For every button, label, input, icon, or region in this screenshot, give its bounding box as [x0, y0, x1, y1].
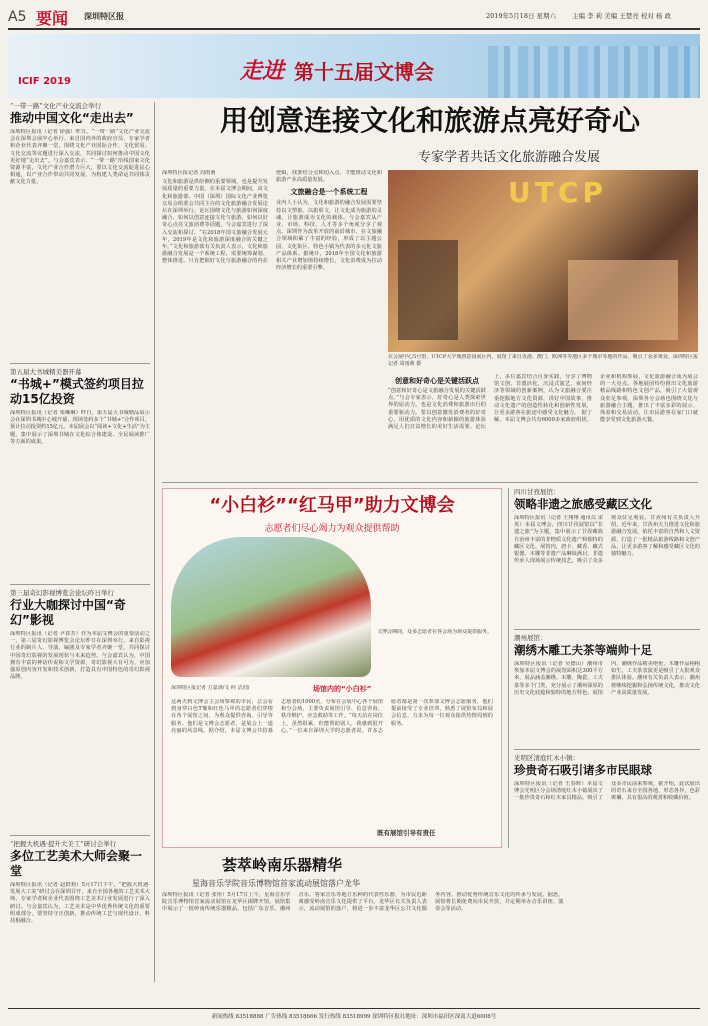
banner-title: 第十五届文博会 — [294, 60, 434, 84]
article-chaozhou — [514, 634, 700, 745]
icif-logo: ICIF 2019 — [18, 76, 71, 87]
article-body: 深圳特区报讯（记者 徐强）昨日，“一带一路”文化产业交流会在深圳会展中心举行。来自国内外的政府官员、专家学者和企业代表齐聚一堂，围绕文化产业国际合作、文化贸易、文化交流等议题进行深入交流，共同探讨如何推动中国文化更好地“走出去”。与会嘉宾表示，“一带一路”沿线国家文化资源丰富，文化产业合作潜力巨大，要以文化交流促进民心相通，以产业合作带动共同发展，为构建人类命运共同体贡献文化力量。 — [10, 129, 150, 186]
headline: 行业大咖探讨中国“奇幻”影视 — [10, 598, 126, 627]
article-body: 深圳特区报讯（记者 尹春芳）作为本届文博会的重要活动之一，第三届奇幻影视博览会论坛昨日在深圳举行。来自影视行业的制片人、导演、编剧及专家学者齐聚一堂，共同探讨中国奇幻影视的发展现状与未来趋势。与会嘉宾认为，中国拥有丰富的神话传说和文学资源，奇幻影视大有可为，应加强原创内容开发和技术创新，打造具有中国特色的奇幻影视品牌。 — [10, 631, 150, 681]
issue-date: 2019年5月18日 星期六 — [486, 12, 557, 20]
volunteer-feature — [162, 488, 502, 848]
article-body: 深圳特区报讯（记者 赵群莉）5月17日下午，“把握大机遇·发展大工美”研讨会在深圳召开，来自全国各地的工艺美术大师、专家学者和企业代表围绕工艺美术行业发展进行了深入研讨。与会嘉宾认为，工艺美术是中华优秀传统文化的重要组成部分，要坚持守正创新，推动传统工艺与现代设计、科技相融合。 — [10, 882, 150, 925]
lead-bottom-rule — [162, 482, 698, 483]
feature-body: 这两天到文博会主会场参观的市民，总会看到身穿白色T恤和红色马甲的志愿者们穿梭在各个展馆之间，为观众提供咨询、引导等服务。他们是文博会志愿者，是展会上一道亮丽的风景线。据介绍，本届文博会共招募志愿者约1000名，分布在会展中心各个展馆和分会场，主要负责展馆引导、信息咨询、秩序维护、应急救助等工作。“每天站在岗位上，虽然很累，但能帮助别人，我感到很开心。”一位来自深圳大学的志愿者说。许多志愿者都是第一次参加文博会志愿服务，他们提前接受了专业培训，熟悉了展馆布局和展会信息，力求为每一位观众提供热情周到的服务。 — [171, 699, 493, 734]
volunteer-photo-caption: 文博会期间，众多志愿者在各会场为观众提供服务。 — [377, 629, 493, 635]
divider — [514, 749, 700, 750]
article-belt-road — [10, 102, 150, 359]
kicker: 四川甘孜展馆： — [514, 488, 560, 496]
feature-subhead: 志愿者们尽心竭力为观众提供帮助 — [264, 524, 400, 534]
masthead — [0, 0, 708, 36]
column-rule — [508, 488, 509, 848]
divider — [514, 629, 700, 630]
divider — [10, 363, 150, 364]
article-craft-masters — [10, 840, 150, 982]
city-skyline — [488, 46, 700, 98]
lead-body-part4: 据了解，本届文博会共有6000多家政府组团、企业和机构参展，文化旅游融合成为展会的一大亮点。各地展团纷纷推出文化旅游精品线路和特色文创产品，吸引了大量观众驻足参观。深圳各分会场也围绕文化与旅游融合主题，推出了丰富多彩的展示、体验和交易活动，让市民游客在家门口就能享受到文化旅游大餐。 — [494, 374, 698, 424]
bottom-body: 深圳特区报讯（记者 张彤）5月17日上午，星海音乐学院音乐博物馆首家流动展馆在龙华区揭牌开馆。展馆集中展示了一批岭南传统乐器精品，包括广东音乐、潮州音乐、客家音乐等地方乐种的代表性乐器，为市民近距离感受岭南音乐文化提供了平台。龙华区有关负责人表示，流动展馆的落户，将进一步丰富龙华区公共文化服务内容，推动优秀传统音乐文化的传承与发展。据悉，展馆将长期免费向市民开放，并定期举办音乐讲座、演奏会等活动。 — [162, 892, 564, 913]
lead-body-left — [162, 170, 382, 476]
lead-body-lower — [388, 374, 698, 476]
headline: “书城+”模式签约项目拉动15亿投资 — [10, 377, 144, 406]
lead-subtitle-1: 文旅融合是一个系统工程 — [290, 188, 368, 197]
lead-byline: 深圳特区报记者 周雨萌 — [162, 170, 216, 176]
banner-prefix: 走进 — [240, 58, 285, 84]
headline: 潮绣木雕工夫茶等端帅十足 — [514, 643, 652, 657]
headline: 多位工艺美术大师会聚一堂 — [10, 849, 143, 878]
feature-subtitle-2: 既有展馆引导有责任 — [377, 829, 436, 837]
bottom-headline: 荟萃岭南乐器精华 — [222, 856, 343, 874]
lead-body-part2: 业内人士认为，文化和旅游的融合发展需要坚持以文塑旅、以旅彰文，让文化成为旅游的灵魂，让旅游成为文化的载体。与会嘉宾从产业、市场、科技、人才等多个角度分享了观点。深圳作为改革开放的前沿城市，在文旅融合领域积累了丰富的经验，形成了以主题公园、文化街区、特色小镇为代表的多元化文旅产品体系。据统计，2018年全国文化和旅游相关产业增加值持续增长，文化消费成为拉动经济增长的重要引擎。 — [276, 200, 382, 272]
right-column — [514, 488, 700, 848]
masthead-rule — [8, 28, 700, 30]
kicker: 潮州展馆： — [514, 634, 547, 642]
lead-body-part1: 文化和旅游是供给侧的重要领域，也是提升发展质量的重要力量。在本届文博会期间，由文化和旅游部、中国（深圳）国际文化产业博览交易会组委会共同主办的文化旅游融合发展论坛在深圳举行。论坛围绕文化与旅游如何深度融合，如何以创意连接文化与旅游，如何以好奇心点亮文旅消费等话题，与会嘉宾进行了深入交流和探讨。“在2018年国文旅融合发展元年，2019年是文化和旅游深度融合的关键之年。”文化和旅游部有关负责人表示，文化和旅游融合发展是一个系统工程，需要统筹谋划、整体推进。只有把握好文化与旅游融合的内在逻辑，找准结合点和切入点，才能推动文化和旅游产业高质量发展。 — [162, 170, 382, 265]
article-body: 深圳特区报讯（记者 王春晖）本届文博会光明区分会场清庭红木小镇展出了一批珍贵奇石和红木家具精品，吸引了众多市民前来参观。据介绍，此次展出的奇石来自全国各地，形态各异，色彩斑斓，具有很高的观赏和收藏价值。 — [514, 781, 700, 802]
kicker: “把握大机遇·提升大美工”研讨会举行 — [10, 840, 117, 848]
lead-body-part3: “创意和好奇心是文旅融合发展的关键活跃点。”与会专家表示，好奇心是人类探索世界的原动力，也是文化消费和旅游出行的重要驱动力。要以创意激发消费者的好奇心，用优质的文化内容和新颖的旅游体验满足人们日益增长的美好生活需要。论坛上，多位嘉宾结合自身实践，分享了博物馆文创、非遗活化、沉浸式演艺、夜间经济等领域的创新案例，认为文旅融合要注重挖掘地方文化资源，讲好中国故事，推动文化遗产的创造性转化和创新性发展，让更多游客在旅途中感受文化魅力。 — [388, 374, 592, 431]
expo-banner — [8, 34, 700, 98]
lead-photo-caption: 在会展中心5号馆，UTCP大学城创意园展区内，展馆了来自香港、澳门、欧洲等等地区多个城市等地的作品，吸引了众多观众。深圳特区报记者 周雨萌 摄 — [388, 354, 698, 367]
article-book-city — [10, 368, 150, 580]
column-rule — [154, 102, 155, 982]
feature-headline: “小白衫”“红马甲”助力文博会 — [209, 495, 455, 516]
kicker: 光明区清庭红木小镇： — [514, 754, 579, 762]
divider — [10, 835, 150, 836]
lead-subtitle-2: 创意和好奇心是关键活跃点 — [395, 377, 479, 385]
footer-rule — [8, 1008, 700, 1009]
kicker: “一带一路”文化产业交流会举行 — [10, 102, 102, 110]
divider — [10, 584, 150, 585]
headline: 珍贵奇石吸引诸多市民眼球 — [514, 763, 652, 777]
page-number: A5 — [8, 9, 27, 25]
feature-byline: 深圳特区报记者 方嘉浏/文 何 洁/图 — [171, 685, 250, 691]
article-body: 深圳特区报讯（记者 吴德山）潮州市参加本届文博会的展馆面积达300平方米，展品涵盖潮绣、木雕、陶瓷、工夫茶等多个门类，充分展示了潮州深厚的历史文化底蕴和独特的地方特色。展馆内，潮绣作品精美绝伦，木雕作品栩栩如生，工夫茶表演更是吸引了大批观众排队体验。潮州有关负责人表示，潮州将继续挖掘和弘扬传统文化，推动文化产业高质量发展。 — [514, 661, 700, 696]
kicker: 第五届大书城精美器开幕 — [10, 368, 82, 376]
article-body: 深圳特区报讯（记者 梁琳琳）昨日，第五届大书城精品展示会在深圳书城中心城开幕，现场签约多个“书城+”合作项目，预计拉动投资约15亿元。本届展会以“阅读+文化+生活”为主题，集中展示了深圳书城在文化综合体建设、全民阅读推广等方面的成果。 — [10, 410, 150, 445]
article-fantasy-film — [10, 589, 150, 831]
article-guangming — [514, 754, 700, 841]
editors-line: 主编 李 莉 美编 王楚亮 校对 杨 政 — [572, 12, 671, 20]
feature-subtitle-1: 场馆内的“小白衫” — [313, 685, 372, 693]
article-body: 深圳特区报讯（记者 王翔翔 通讯员 宋英）本届文博会，四川甘孜展馆以“非遗之旅”为主题，集中展示了甘孜藏族自治州丰富的非物质文化遗产和独特的藏区文化。展馆内，唐卡、藏香、藏式银器、木雕等非遗产品琳琅满目，非遗传承人现场展示传统技艺，吸引了众多观众驻足观看。甘孜州有关负责人介绍，近年来，甘孜州大力推进文化和旅游融合发展，依托丰富的自然和人文资源，打造了一批精品旅游线路和文创产品，让更多游客了解和感受藏区文化的独特魅力。 — [514, 515, 700, 565]
lead-photo: UTCP — [388, 170, 698, 352]
footer-info: 新闻热线 83518888 广告热线 83518666 发行热线 83518999 深圳特区报社地址：深圳市福田区深南大道6008号 — [211, 1014, 497, 1020]
volunteer-photo — [171, 537, 371, 677]
paper-name: 深圳特区报 — [84, 12, 124, 21]
left-column — [10, 102, 150, 982]
kicker: 第三届奇幻影视博览会论坛昨日举行 — [10, 589, 114, 597]
bottom-story — [162, 856, 700, 984]
section-label: 要闻 — [36, 9, 69, 28]
headline: 领略非遗之旅感受藏区文化 — [514, 497, 652, 511]
headline: 推动中国文化“走出去” — [10, 111, 134, 125]
bottom-subhead: 星海音乐学院音乐博物馆首家流动展馆落户龙华 — [192, 879, 360, 888]
lead-subhead: 专家学者共话文化旅游融合发展 — [417, 150, 600, 165]
lead-headline: 用创意连接文化和旅游点亮好奇心 — [219, 104, 640, 137]
article-ganzi — [514, 488, 700, 625]
